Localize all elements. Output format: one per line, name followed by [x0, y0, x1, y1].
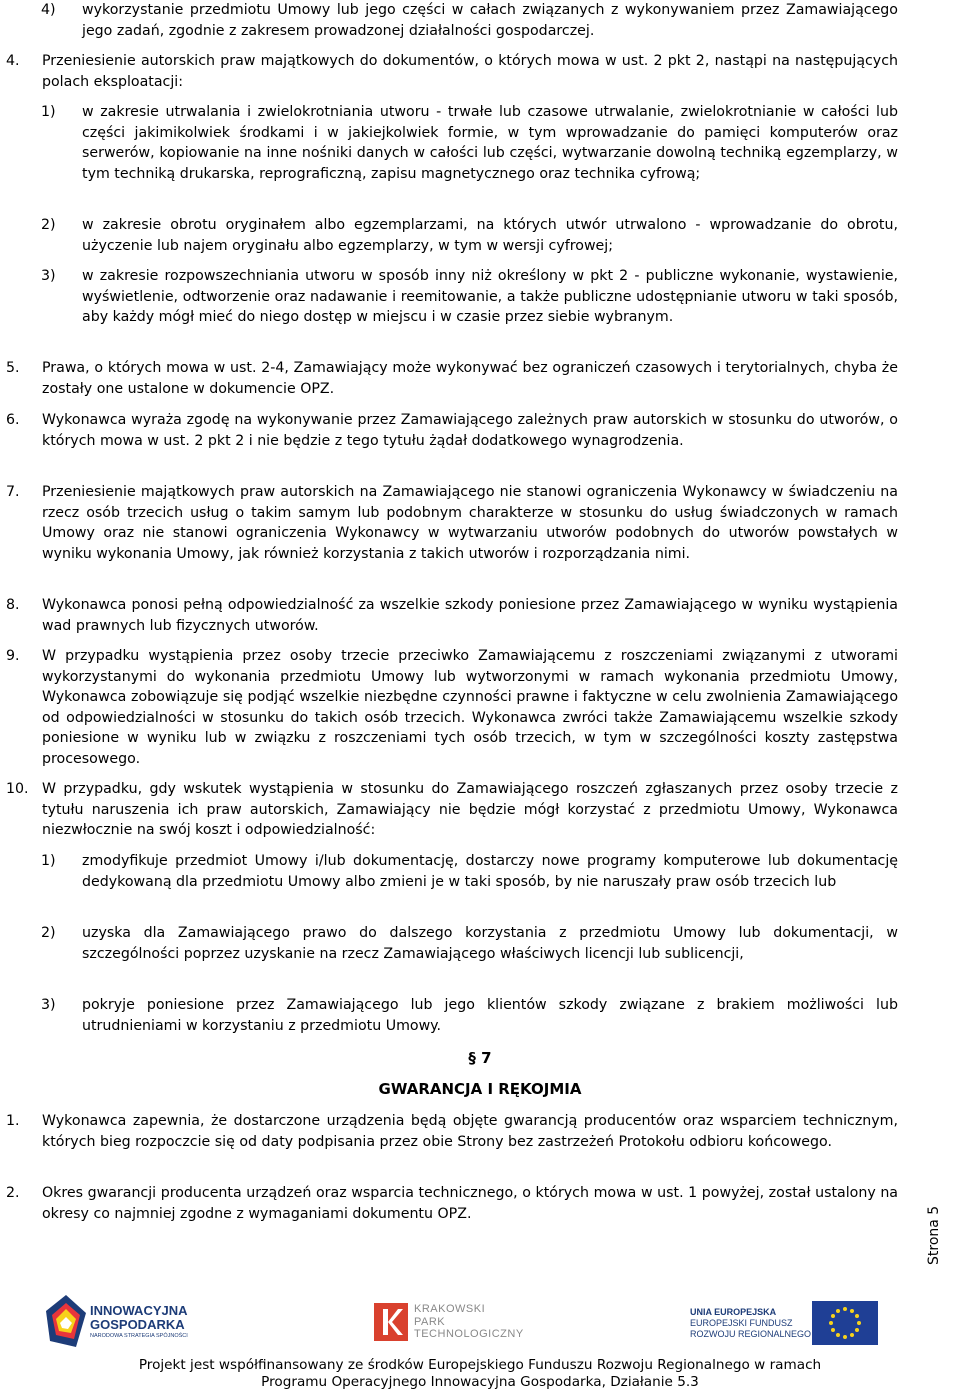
paragraph-text: Przeniesienie autorskich praw majątkowych do dokumentów, o których mowa w ust. 2 pkt 2, nastąpi na następujących polach eksploatacji:: [42, 53, 898, 90]
list-item: [41, 0, 898, 41]
eu-flag-icon: [812, 1301, 878, 1345]
paragraph-text: W przypadku, gdy wskutek wystąpienia w stosunku do Zamawiającego roszczeń zgłaszanych przez osoby trzecie z tytułu naruszenia ich praw autorskich, Zamawiający nie będzie mógł korzystać z przedmiotu Umowy, Wykonawca niezwłocznie na swój koszt i odpowiedzialność:: [42, 781, 898, 839]
paragraph-number: 6.: [6, 412, 20, 428]
kpt-logo-line2: PARK: [414, 1315, 446, 1328]
list-item-number: 3): [41, 997, 56, 1013]
paragraph-number: 7.: [6, 484, 20, 500]
list-item: [41, 215, 898, 256]
list-item: [41, 923, 898, 964]
paragraph-number: 2.: [6, 1185, 20, 1201]
kpt-logo-line3: TECHNOLOGICZNY: [414, 1328, 524, 1340]
eu-logo-line1: UNIA EUROPEJSKA: [690, 1307, 777, 1317]
list-item-number: 3): [41, 268, 56, 284]
ig-logo-line2: GOSPODARKA: [90, 1317, 185, 1332]
paragraph-text: Wykonawca zapewnia, że dostarczone urządzenia będą objęte gwarancją producentów oraz wsparciem technicznym, których bieg rozpoczcie się od daty podpisania przez obie Strony bez zastrzeżeń Protokołu odbioru końcowego.: [42, 1113, 898, 1150]
numbered-paragraph: [6, 482, 898, 564]
footer: [0, 1357, 960, 1391]
list-item-text: zmodyfikuje przedmiot Umowy i/lub dokumentację, dostarczy nowe programy komputerowe lub dokumentację dedykowaną dla przedmiotu Umowy albo zmieni je w taki sposób, by nie naruszały praw osób trzecich lub: [82, 853, 898, 890]
footer-line2: Programu Operacyjnego Innowacyjna Gospodarka, Działanie 5.3: [261, 1374, 699, 1390]
paragraph-text: Przeniesienie majątkowych praw autorskich na Zamawiającego nie stanowi ograniczenia Wykonawcy w świadczeniu na rzecz osób trzecich usług o takim samym lub podobnym charakterze w stosunku do usług świadczonych w ramach Umowy oraz nie stanowi ograniczenia Wykonawcy w wytwarzaniu utworów podobnych do utworów powstałych w wyniku wykonania Umowy, jak również korzystania z takich utworów i rozporządzania nimi.: [42, 484, 898, 562]
page-number-label-wrap: [924, 1195, 946, 1270]
paragraph-number: 9.: [6, 648, 20, 664]
list-item-text: uzyska dla Zamawiającego prawo do dalszego korzystania z przedmiotu Umowy lub dokumentacji, w szczególności poprzez uzyskanie na rzecz Zamawiającego właściwych licencji lub sublicencji,: [82, 925, 898, 962]
paragraph-text: Wykonawca ponosi pełną odpowiedzialność za wszelkie szkody poniesione przez Zamawiającego w wyniku wystąpienia wad prawnych lub fizycznych utworów.: [42, 597, 898, 634]
paragraph-number: 4.: [6, 53, 20, 69]
kpt-logo-icon: [374, 1303, 408, 1341]
numbered-paragraph: [6, 646, 898, 770]
list-item: [41, 995, 898, 1036]
numbered-paragraph: [6, 358, 898, 399]
paragraph-text: W przypadku wystąpienia przez osoby trzecie przeciwko Zamawiającemu z roszczeniami związanymi z utworami wykorzystanymi do wykonania przedmiotu Umowy lub wytworzonymi w ramach wykonania przedmiotu Umowy, Wykonawca zobowiązuje się podjąć wszelkie niezbędne czynności prawne i faktyczne w celu zwolnienia Zamawiającego od odpowiedzialności w stosunku do takich osób trzecich. Wykonawca zwróci także Zamawiającemu wszelkie szkody poniesione w wyniku lub w związku z roszczeniami tych osób trzecich, w tym w szczególności koszty zastępstwa procesowego.: [42, 648, 898, 767]
logo-bar: [0, 1295, 960, 1355]
list-item-text: wykorzystanie przedmiotu Umowy lub jego części w całach związanych z wykonywaniem przez Zamawiającego jego zadań, zgodnie z zakresem prowadzonej działalności gospodarczej.: [82, 2, 898, 39]
paragraph-number: 5.: [6, 360, 20, 376]
list-item-number: 2): [41, 217, 56, 233]
list-item-text: pokryje poniesione przez Zamawiającego lub jego klientów szkody związane z brakiem możliwości lub utrudnieniami w korzystaniu z przedmiotu Umowy.: [82, 997, 898, 1034]
list-item-text: w zakresie rozpowszechniania utworu w sposób inny niż określony w pkt 2 - publiczne wykonanie, wystawienie, wyświetlenie, odtworzenie oraz nadawanie i reemitowanie, a także publiczne udostępnianie utworu w taki sposób, aby każdy mógł mieć do niego dostęp w miejscu i w czasie przez siebie wybranym.: [82, 268, 898, 326]
page-number-label: Strona 5: [926, 1205, 942, 1265]
paragraph-number: 10.: [6, 781, 29, 797]
numbered-paragraph: [6, 1111, 898, 1152]
paragraph-number: 8.: [6, 597, 20, 613]
numbered-paragraph: [6, 410, 898, 451]
list-item-text: w zakresie obrotu oryginałem albo egzemplarzami, na których utwór utrwalono - wprowadzanie do obrotu, użyczenie lub najem oryginału albo egzemplarzy, w tym w wersji cyfrowej;: [82, 217, 898, 254]
section-title: GWARANCJA I RĘKOJMIA: [378, 1080, 582, 1098]
list-item-number: 1): [41, 853, 56, 869]
paragraph-number: 1.: [6, 1113, 20, 1129]
list-item-number: 2): [41, 925, 56, 941]
list-item-number: 4): [41, 2, 56, 18]
numbered-paragraph: [6, 595, 898, 636]
footer-line1: Projekt jest współfinansowany ze środków Europejskiego Funduszu Rozwoju Regionalnego w ramach: [138, 1357, 822, 1373]
section-symbol: § 7: [468, 1049, 492, 1067]
list-item-text: w zakresie utrwalania i zwielokrotniania utworu - trwałe lub czasowe utrwalanie, zwielokrotnianie w całości lub części jakimikolwiek środkami i w jakiejkolwiek formie, w tym wprowadzanie do pamięci komputerów oraz serwerów, kopiowanie na inne nośniki danych w całości lub części, wytwarzanie dowolną techniką egzemplarzy, w tym techniką drukarska, reprograficzną, zapisu magnetycznego oraz technika cyfrową;: [82, 104, 898, 182]
paragraph-text: Okres gwarancji producenta urządzeń oraz wsparcia technicznego, o których mowa w ust. 1 powyżej, został ustalony na okresy co najmniej zgodne z wymaganiami dokumentu OPZ.: [42, 1185, 898, 1222]
ig-logo-line3: NARODOWA STRATEGIA SPÓJNOŚCI: [90, 1333, 188, 1339]
innowacyjna-gospodarka-logo: [46, 1295, 86, 1347]
paragraph-text: Wykonawca wyraża zgodę na wykonywanie przez Zamawiającego zależnych praw autorskich w stosunku do utworów, o których mowa w ust. 2 pkt 2 i nie będzie z tego tytułu żądał dodatkowego wynagrodzenia.: [42, 412, 898, 449]
ig-logo-line1: INNOWACYJNA: [90, 1303, 188, 1318]
eu-logo-line3: ROZWOJU REGIONALNEGO: [690, 1329, 812, 1339]
list-item: [41, 851, 898, 892]
numbered-paragraph: [6, 51, 898, 92]
eu-logo-line2: EUROPEJSKI FUNDUSZ: [690, 1318, 793, 1328]
paragraph-text: Prawa, o których mowa w ust. 2-4, Zamawiający może wykonywać bez ograniczeń czasowych i terytorialnych, chyba że zostały one ustalone w dokumencie OPZ.: [42, 360, 898, 397]
kpt-logo-line1: KRAKOWSKI: [414, 1303, 486, 1315]
numbered-paragraph: [6, 1183, 898, 1224]
list-item: [41, 266, 898, 328]
list-item-number: 1): [41, 104, 56, 120]
numbered-paragraph: [6, 779, 898, 841]
list-item: [41, 102, 898, 184]
